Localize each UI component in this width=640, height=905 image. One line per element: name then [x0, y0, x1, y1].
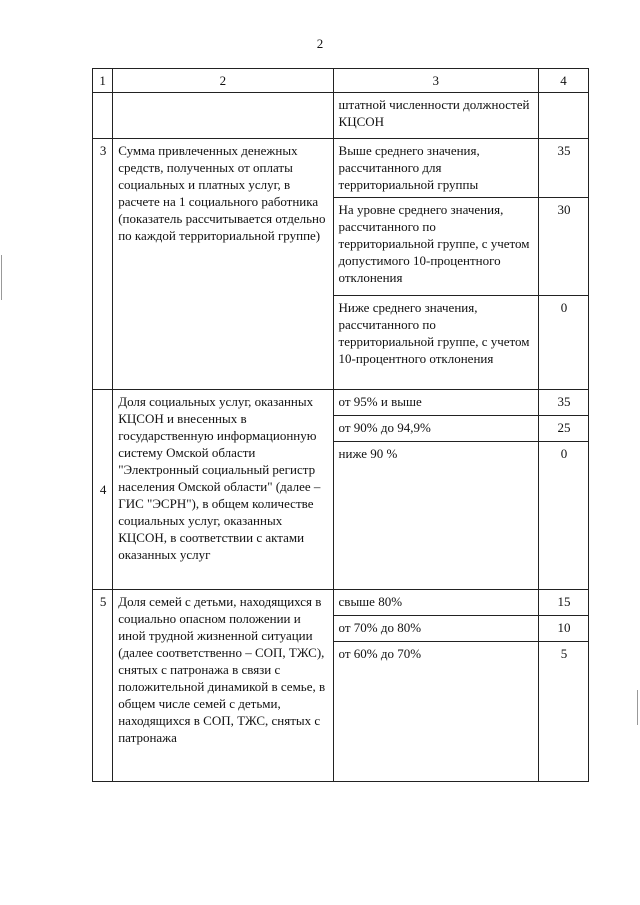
row-number: 3	[93, 139, 113, 390]
table-row	[93, 590, 589, 616]
continuation-row	[93, 93, 589, 139]
points-value: 10	[538, 616, 588, 642]
row-number: 4	[93, 390, 113, 590]
points-value: 5	[538, 642, 588, 782]
criterion-text: от 60% до 70%	[333, 642, 538, 782]
criterion-text: На уровне среднего значения, рассчитанного по территориальной группе, с учетом допустимого 10-процентного отклонения	[333, 198, 538, 296]
table-row	[93, 390, 589, 416]
criteria-table	[92, 68, 589, 782]
criterion-text: ниже 90 %	[333, 442, 538, 590]
points-value: 15	[538, 590, 588, 616]
header-col-3: 3	[333, 69, 538, 93]
indicator-text: Доля социальных услуг, оказанных КЦСОН и внесенных в государственную информационную систему Омской области "Электронный социальный регистр населения Омской области" (далее – ГИС "ЭСРН"), в общем количестве социальных услуг, оказанных КЦСОН, в соответствии с актами оказанных услуг	[113, 390, 333, 590]
header-col-1: 1	[93, 69, 113, 93]
continuation-points	[538, 93, 588, 139]
header-col-2: 2	[113, 69, 333, 93]
points-value: 30	[538, 198, 588, 296]
indicator-text: Доля семей с детьми, находящихся в социально опасном положении и иной трудной жизненной ситуации (далее соответственно – СОП, ТЖС), снятых с патронажа в связи с положительной динамикой в семье, в общем числе семей с детьми, находящихся в СОП, ТЖС, снятых с патронажа	[113, 590, 333, 782]
points-value: 0	[538, 296, 588, 390]
indicator-text: Сумма привлеченных денежных средств, полученных от оплаты социальных и платных услуг, в расчете на 1 социального работника (показатель рассчитывается отдельно по каждой территориальной группе)	[113, 139, 333, 390]
criterion-text: Ниже среднего значения, рассчитанного по территориальной группе, с учетом 10-процентного отклонения	[333, 296, 538, 390]
row-number: 5	[93, 590, 113, 782]
header-col-4: 4	[538, 69, 588, 93]
continuation-number	[93, 93, 113, 139]
criterion-text: от 95% и выше	[333, 390, 538, 416]
criterion-text: от 70% до 80%	[333, 616, 538, 642]
scan-edge-mark	[1, 255, 2, 300]
scan-edge-mark	[637, 690, 638, 725]
points-value: 35	[538, 139, 588, 198]
points-value: 0	[538, 442, 588, 590]
points-value: 25	[538, 416, 588, 442]
page-number: 2	[316, 36, 324, 51]
criterion-text: от 90% до 94,9%	[333, 416, 538, 442]
points-value: 35	[538, 390, 588, 416]
table-row	[93, 139, 589, 198]
header-row	[93, 69, 589, 93]
continuation-criterion: штатной численности должностей КЦСОН	[333, 93, 538, 139]
continuation-indicator	[113, 93, 333, 139]
criterion-text: свыше 80%	[333, 590, 538, 616]
criterion-text: Выше среднего значения, рассчитанного для территориальной группы	[333, 139, 538, 198]
